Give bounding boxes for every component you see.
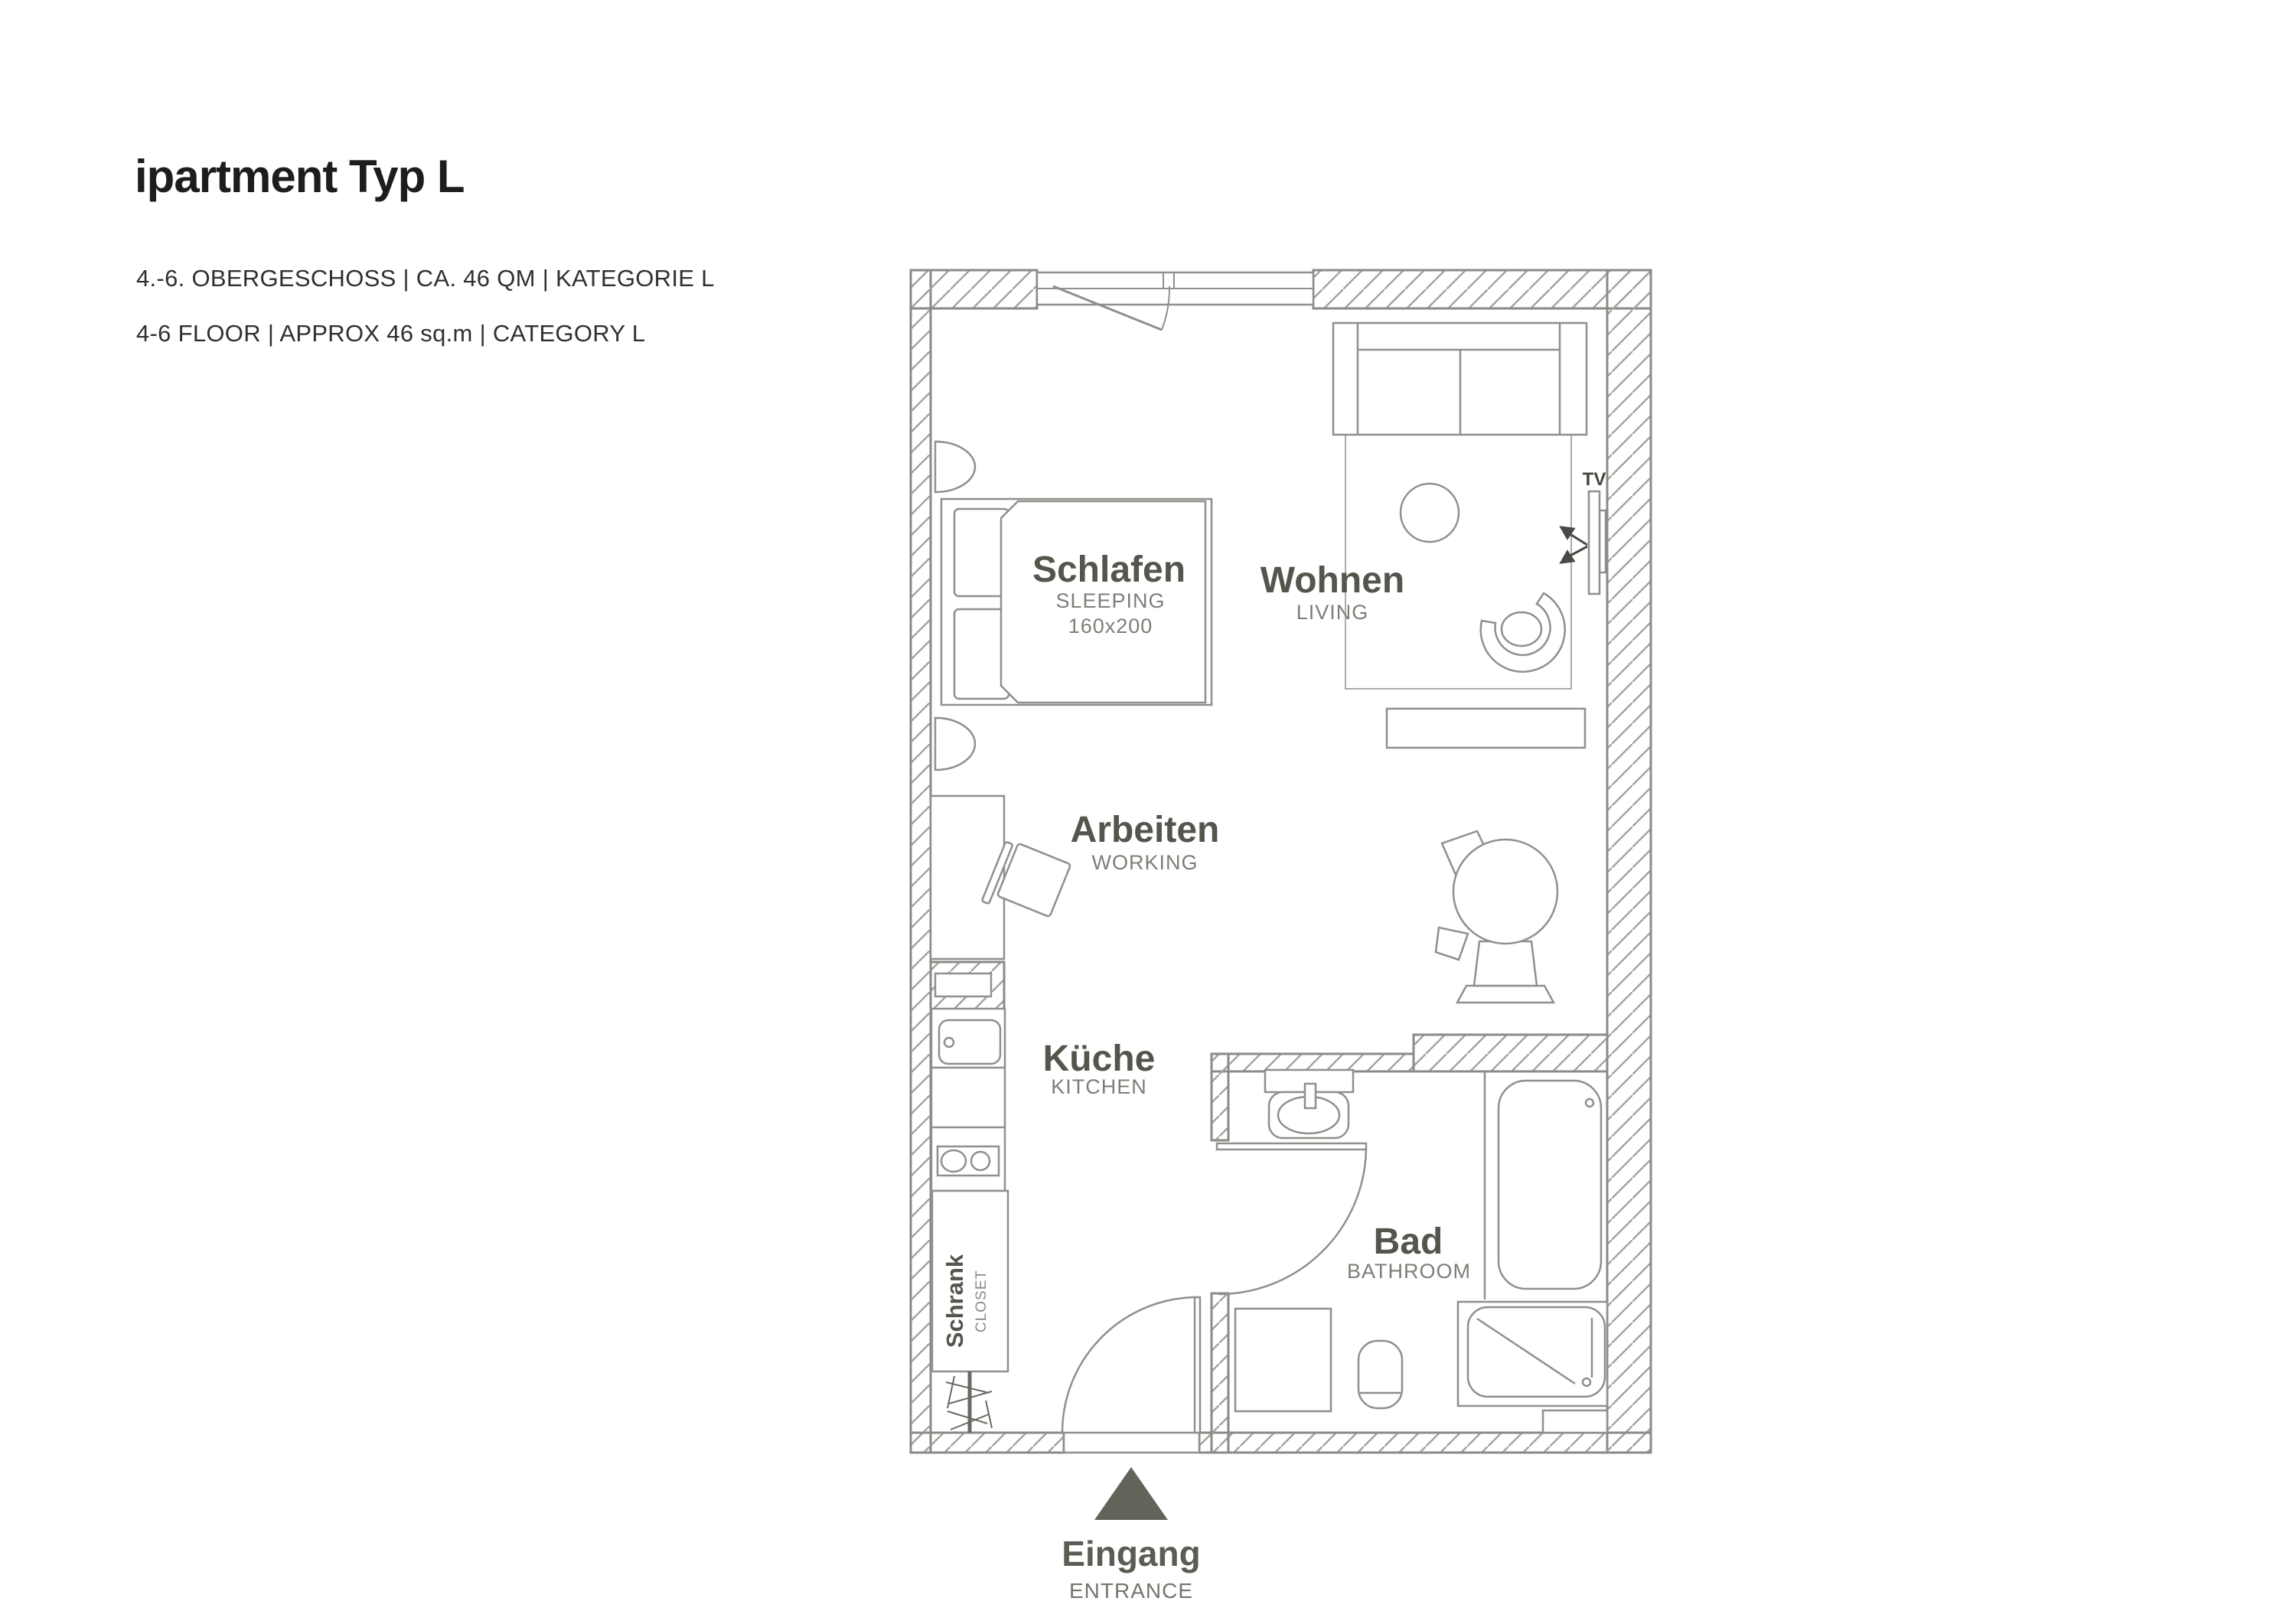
wall-niche-bath bbox=[1543, 1410, 1607, 1433]
bath-sink-tap bbox=[1305, 1084, 1316, 1108]
toilet bbox=[1358, 1341, 1402, 1408]
egg-chair bbox=[1436, 831, 1557, 1003]
bathtub-drain bbox=[1586, 1099, 1593, 1107]
cooktop-burner-large bbox=[941, 1150, 966, 1172]
room-sublabel-closet: CLOSET bbox=[974, 1269, 990, 1333]
egg-chair-arm-cushion bbox=[1436, 928, 1468, 960]
subtitle-german: 4.-6. OBERGESCHOSS | CA. 46 QM | KATEGORIE L bbox=[136, 265, 715, 292]
room-label-schlafen: Schlafen bbox=[1032, 549, 1186, 590]
room-sublabel-living: LIVING bbox=[1296, 601, 1369, 624]
tv-swivel-arrows-icon bbox=[1561, 527, 1587, 563]
entrance-arrow-icon bbox=[1094, 1467, 1168, 1520]
room-sublabel-kitchen: KITCHEN bbox=[1051, 1075, 1147, 1098]
room-sublabel-bathroom: BATHROOM bbox=[1347, 1260, 1471, 1283]
wall-bath-divider-lower bbox=[1212, 1293, 1228, 1453]
wall-bath-top-left bbox=[1212, 1054, 1414, 1071]
room-label-wohnen: Wohnen bbox=[1260, 560, 1405, 601]
egg-chair-seat bbox=[1453, 840, 1557, 944]
wall-left bbox=[911, 270, 931, 1453]
room-label-arbeiten: Arbeiten bbox=[1070, 810, 1220, 850]
wall-top-left bbox=[911, 270, 1037, 308]
room-label-schrank: Schrank bbox=[941, 1254, 968, 1348]
nightstand-bottom bbox=[935, 718, 975, 770]
side-table bbox=[1401, 484, 1459, 542]
egg-chair-foot bbox=[1457, 986, 1554, 1003]
page-title: ipartment Typ L bbox=[135, 151, 465, 202]
washing-machine bbox=[1235, 1309, 1331, 1411]
room-label-bad: Bad bbox=[1373, 1221, 1443, 1262]
tv-screen bbox=[1589, 491, 1600, 594]
wall-bottom-left bbox=[911, 1433, 1064, 1453]
window-balcony-door bbox=[1037, 272, 1313, 330]
bathtub bbox=[1499, 1081, 1601, 1289]
lounge-chair bbox=[1481, 593, 1565, 672]
room-sublabel-working: WORKING bbox=[1091, 851, 1199, 874]
wall-bottom-right bbox=[1199, 1433, 1651, 1453]
entrance-door-swing-arc bbox=[1062, 1297, 1198, 1433]
sideboard bbox=[1387, 709, 1585, 748]
wall-right bbox=[1607, 270, 1651, 1453]
bathroom-door-leaf bbox=[1217, 1143, 1366, 1150]
tv bbox=[1589, 491, 1606, 594]
nightstand-top bbox=[935, 442, 975, 492]
cooktop-burner-small bbox=[971, 1152, 990, 1170]
bathroom-door bbox=[1217, 1143, 1366, 1294]
wall-top-right bbox=[1313, 270, 1651, 308]
bed-size-label: 160x200 bbox=[1068, 615, 1153, 638]
room-label-kueche: Küche bbox=[1042, 1039, 1156, 1079]
entrance-door bbox=[1062, 1297, 1200, 1453]
subtitle-english: 4-6 FLOOR | APPROX 46 sq.m | CATEGORY L bbox=[136, 320, 646, 347]
sofa bbox=[1333, 323, 1587, 435]
entrance-door-leaf bbox=[1195, 1297, 1200, 1433]
wall-bath-top-right bbox=[1414, 1035, 1607, 1071]
entrance-sublabel: ENTRANCE bbox=[1068, 1579, 1194, 1603]
egg-chair-pedestal bbox=[1474, 941, 1537, 986]
room-sublabel-sleeping: SLEEPING bbox=[1055, 589, 1166, 612]
tv-label: TV bbox=[1582, 469, 1606, 490]
entrance-threshold bbox=[1064, 1433, 1199, 1453]
wall-niche-kitchen bbox=[935, 973, 991, 996]
bathroom-door-swing-arc bbox=[1218, 1150, 1366, 1294]
wall-bath-divider-upper bbox=[1212, 1054, 1228, 1140]
coat-rack bbox=[946, 1371, 992, 1433]
kitchen-sink-tap bbox=[944, 1038, 954, 1047]
entrance-label: Eingang bbox=[1062, 1534, 1201, 1573]
shower-drain bbox=[1583, 1378, 1590, 1386]
